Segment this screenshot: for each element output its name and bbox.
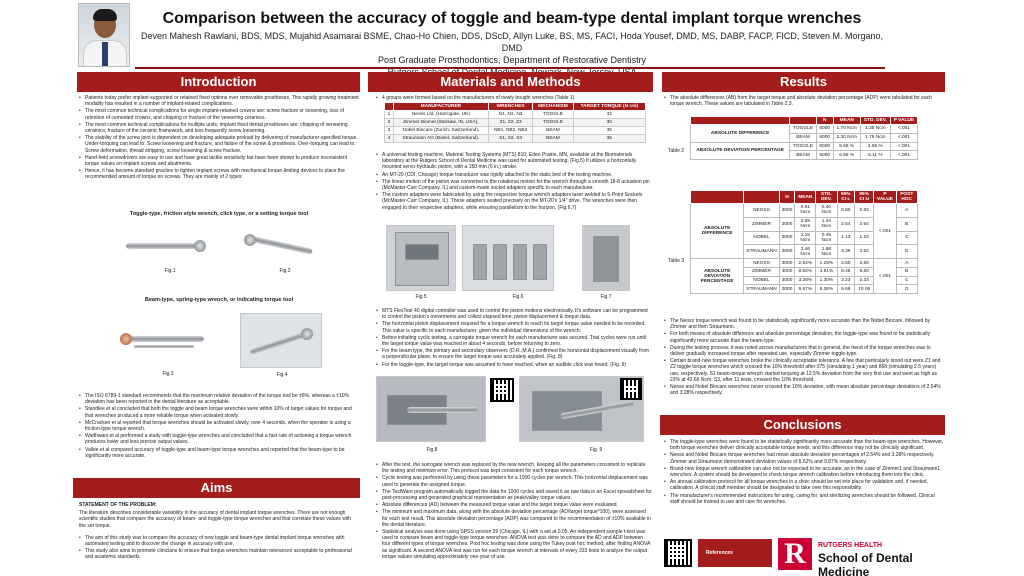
table-cell: 3.23 bbox=[837, 276, 855, 285]
methods-bullet: • The horizontal piston displacement required for a torque wrench to reach its target torque value needed to be recorded. This value is specific to each manufacturer, given the individual dimensions of the wrench. bbox=[376, 321, 652, 333]
results-bullet: • The Neoss torque wrench was found to be statistically significantly more accurate than the Nobel Biocare, followed by Zimmer and then Straumann. bbox=[664, 318, 944, 330]
table-cell: Zimmer Biomet (Warsaw, IN, USA), bbox=[393, 119, 488, 127]
table-cell: Nobel Biocare (Zurich, Switzerland), bbox=[393, 127, 488, 135]
rutgers-logo bbox=[778, 537, 948, 576]
table-cell: 1.88 Ncm bbox=[816, 245, 837, 259]
problem-label: STATEMENT OF THE PROBLEM: bbox=[79, 502, 157, 508]
table-cell: S1, S2, S3 bbox=[488, 135, 533, 143]
table-cell: TOGGLE bbox=[790, 125, 817, 134]
fig3-caption: Fig.3 bbox=[162, 371, 174, 377]
conclusions-bullet: • Brand-new torque wrench calibration can also not be expected to be accurate, as in the case of Zimmer1 and Straumann1 wrenches. A system should be developed to check torque wrench calibration before introducing them into the clinic. bbox=[664, 466, 944, 478]
table-cell: 3.28% bbox=[795, 276, 816, 285]
table-cell: 0.45 Ncm bbox=[816, 231, 837, 245]
table-header-cell: WRENCHES bbox=[488, 103, 533, 111]
aims-heading: Aims bbox=[73, 478, 360, 498]
methods-bullet: • Statistical analysis was done using SPSS version 29 (Chicago, IL) with α set at 0.05. An independent sample t-test was used to compare beam and toggle-type torque wrenches. ANOVA test was done to compare the AD and ADP between four different types of torque wrenches. Post hoc testing was done using the Tukey post hoc method, after finding ANOVA as significant. A second ANOVA test was run for each torque wrench at intervals of every 333 tests to analyze the output torque values simulating approximately one-year of use. bbox=[376, 529, 652, 560]
table-header-cell: STD. DEV. bbox=[860, 117, 890, 125]
p-value-cell: <.001 bbox=[874, 204, 896, 259]
table-group-cell: ABSOLUTE DEVIATION PERCENTAGE bbox=[691, 259, 744, 294]
table-cell: 32 bbox=[573, 111, 645, 119]
table-header-cell: MANUFACTURER bbox=[393, 103, 488, 111]
logo-letter: R bbox=[778, 538, 812, 570]
table-row bbox=[691, 204, 918, 218]
fig2-caption: Fig.2 bbox=[279, 268, 291, 274]
table-cell: 1.13 bbox=[837, 231, 855, 245]
fig8-caption: Fig.8 bbox=[426, 447, 438, 453]
aims-text bbox=[79, 502, 359, 572]
table-group-cell: ABSOLUTE DIFFERENCE bbox=[691, 125, 790, 143]
table3-label: Table 3 bbox=[668, 258, 685, 264]
results-text bbox=[664, 318, 944, 408]
table-header-cell: STD. DEV. bbox=[816, 191, 837, 204]
post-hoc-cell: C bbox=[896, 276, 917, 285]
intro-bullet: • Hence, it has become standard practice to tighten implant screws with mechanical torque-limiting devices to place the recommended amount of torque on screws. They are mainly of 2 types: bbox=[79, 168, 359, 180]
table-cell: Neoss Ltd. (Harrogate, UK) bbox=[393, 111, 488, 119]
table-cell: 3000 bbox=[779, 231, 795, 245]
methods-lead: • 4 groups were formed based on the manufacturers of newly bought wrenches (Table 1) bbox=[376, 95, 652, 103]
table-cell: ZIMMER bbox=[744, 267, 779, 276]
intro-bullet: • Wadhwani et al performed a study with toggle-type wrenches and concluded that a fast rate of actioning a torque wrench produces lower and less precise output values. bbox=[79, 433, 359, 445]
fig7-caption: Fig.7 bbox=[600, 294, 612, 300]
table-cell: 3000 bbox=[779, 285, 795, 294]
table-cell: TOGGLE bbox=[533, 119, 573, 127]
table-cell: <.001 bbox=[890, 151, 917, 160]
table-cell: <.001 bbox=[890, 142, 917, 151]
table-cell: 2.30 Ncm bbox=[833, 133, 860, 142]
references-qr-code[interactable] bbox=[664, 539, 692, 567]
fig9-caption: Fig. 9 bbox=[589, 447, 603, 453]
methods-bullet: • MTS FlexTest 40 digital controller was used to control the piston motions electronically. It's software can be programmed to control the piston's movements and collect elapsed time, piston displacement & torque data. bbox=[376, 308, 652, 320]
table-row bbox=[385, 119, 646, 127]
references-button[interactable]: References bbox=[698, 539, 772, 567]
intro-bullet: • The most common technical complications for multiple units, implant fixed dental prostheses are: chipping of veneering ceramics, fracture of the ceramic framework, and less frequently screw loosening. bbox=[79, 122, 359, 134]
post-hoc-cell: C bbox=[896, 231, 917, 245]
table-cell: BEAM bbox=[790, 133, 817, 142]
table-row bbox=[385, 135, 646, 143]
table-cell: 2.59 Ncm bbox=[795, 217, 816, 231]
conclusions-bullet: • The manufacturer's recommended instructions for using, caring for, and sterilizing wrenches should be followed. Clinical staff should be trained to use and care for wrenches. bbox=[664, 493, 944, 505]
methods-heading: Materials and Methods bbox=[368, 72, 653, 92]
table-cell: 1.79 Ncm bbox=[860, 133, 890, 142]
table-cell: 2.54 bbox=[837, 217, 855, 231]
table-cell: 6000 bbox=[816, 151, 833, 160]
table-cell: 3000 bbox=[779, 267, 795, 276]
methods-bullet: • Cyclic testing was performed by using these parameters for a 1000 cycles per wrench. This horizontal displacement was used to generate the assigned torque. bbox=[376, 475, 652, 487]
table-row bbox=[691, 125, 918, 134]
methods-text-3 bbox=[376, 462, 652, 572]
methods-bullet: • For the beam type, the primary and secondary observers (D.R.,M.A.) confirmed the horizontal displacement visually from a perpendicular plane, to ensure the target torque was accurately applied. (Fig. 8) bbox=[376, 348, 652, 360]
results-bullet: • During the testing process, it was noted across manufacturers that in general, the trend of the torque wrenches was to deliver gradually increased torque after repeated use, especially Zimmer toggle-type. bbox=[664, 345, 944, 357]
post-hoc-cell: D bbox=[896, 285, 917, 294]
methods-bullet: • An MT-20 (CDI, Chicago) torque transducer was rigidly attached to the static bed of the testing machine. bbox=[376, 172, 652, 178]
table-cell: 1.30% bbox=[816, 276, 837, 285]
table-cell: ZIMMER bbox=[744, 217, 779, 231]
table-cell: 4.81% bbox=[816, 267, 837, 276]
table-header-cell: MEAN bbox=[833, 117, 860, 125]
methods-bullet: • For the toggle-type, the target torque was assumed to have reached, when an audible click was heard. (Fig. 9) bbox=[376, 362, 652, 368]
intro-bullet: • McCracken et al reported that torque wrenches should be activated slowly, over 4 seconds, when the operator is using a friction-type torque wrench. bbox=[79, 420, 359, 432]
conclusions-bullet: • The toggle-type wrenches were found to be statistically significantly more accurate than the beam-type wrenches. However, both torque wrenches deliver clinically acceptable torque levels, and this difference may not be clinically significant. bbox=[664, 439, 944, 451]
table-cell: 3000 bbox=[779, 276, 795, 285]
table-group-cell: ABSOLUTE DEVIATION PERCENTAGE bbox=[691, 142, 790, 160]
table-cell: 2 bbox=[385, 119, 394, 127]
table-header-cell bbox=[691, 117, 790, 125]
fig8-image bbox=[376, 376, 486, 442]
methods-bullet: • The minimum and maximum data, along with the absolute deviation percentage (AD/target torque*100), were assessed for each test result. This absolute deviation percentage (ADP) was compared to the recommendation of ±10% available in the dental literature. bbox=[376, 509, 652, 528]
table-header-cell: 95% CI L bbox=[837, 191, 855, 204]
methods-bullet: • The TestWare program automatically logged the data for 1000 cycles and saved it as raw data in an Excel spreadsheet for post-processing and generated graphical representation as peak/valley torque values. bbox=[376, 489, 652, 501]
table-cell: 30 bbox=[573, 119, 645, 127]
table-header-cell bbox=[790, 117, 817, 125]
aims-bullet: • The aim of this study was to compare the accuracy of new toggle and beam-type dental implant torque wrenches with automated testing and to discover the change in accuracy with use. bbox=[79, 535, 359, 547]
post-hoc-cell: A bbox=[896, 204, 917, 218]
intro-bullet: • The ISO 6789-1 standard recommends that the maximum relative deviation of the torque tool be ±6%, whereas a ±10% deviation has been reported in the dental literature as acceptable. bbox=[79, 393, 359, 405]
table-group-cell: ABSOLUTE DIFFERENCE bbox=[691, 204, 744, 259]
table-row bbox=[691, 142, 918, 151]
table-cell: 3000 bbox=[779, 217, 795, 231]
table-cell: BEAM bbox=[533, 135, 573, 143]
results-bullet: • Certain brand-new torque wrenches broke the clinically acceptable tolerance. A few that particularly stood out were Z1 and Z2 toggle torque wrenches which crossed the 10% threshold after 375 (simulating 1 year) and 868 (simulating 2.5 years) use, respectively. S1 beam-torque wrench started torquing at 12.5% deviation from the very first use and went as high as 22% at 42.66 Ncm. S3, after 11 tests, crossed the 10% threshold. bbox=[664, 358, 944, 383]
table-cell: <.001 bbox=[890, 125, 917, 134]
table-header-cell: 95% CI U bbox=[855, 191, 874, 204]
table-cell: 3.39 bbox=[837, 245, 855, 259]
table-cell: 5.11 % bbox=[860, 151, 890, 160]
table-cell: 35 bbox=[573, 135, 645, 143]
fig2-image bbox=[238, 226, 328, 264]
table2-label: Table 2 bbox=[668, 148, 685, 154]
table-cell: 0.81 Ncm bbox=[795, 204, 816, 218]
table-cell: NB1, NB2, NB3 bbox=[488, 127, 533, 135]
logo-line1: RUTGERS HEALTH bbox=[818, 542, 883, 549]
table-cell: 1.44 Ncm bbox=[816, 217, 837, 231]
fig5-image bbox=[386, 225, 456, 291]
table-cell: 2.59 bbox=[855, 259, 874, 268]
table-cell: N1, N2, N3 bbox=[488, 111, 533, 119]
table-cell: 8.45 bbox=[837, 267, 855, 276]
table-row bbox=[385, 111, 646, 119]
table-cell: 6000 bbox=[816, 142, 833, 151]
table-row bbox=[691, 259, 918, 268]
table-header-cell bbox=[744, 191, 779, 204]
methods-bullet: • The custom adapters were fabricated by using the respective torque wrench adapters laser welded to 6-Point Sockets (McMaster-Carr Company, IL). These adapters seated precisely on the MT-20's 1/4" drive. The wrenches were then engaged to their respective adapters, while ensuring parallelism to the horizon. (Fig.6,7) bbox=[376, 192, 652, 211]
table-cell: TOGGLE bbox=[533, 111, 573, 119]
table-cell: 0.83 bbox=[855, 204, 874, 218]
table-cell: 8.80 bbox=[855, 267, 874, 276]
table-cell: 9.87% bbox=[795, 285, 816, 294]
results-lead: • The absolute differences (AB) from the target torque and absolute deviation percentage (ADP) were tabulated for each torque wrench. These values are tabulated in Table 2,3. bbox=[664, 95, 944, 111]
methods-text-2 bbox=[376, 308, 652, 376]
table-cell: 6000 bbox=[816, 133, 833, 142]
manufacturer-table bbox=[384, 102, 646, 143]
table-cell: 35 bbox=[573, 127, 645, 135]
intro-text bbox=[79, 95, 359, 205]
table-cell: 5.36% bbox=[816, 285, 837, 294]
table-cell: STRAUMANN bbox=[744, 285, 779, 294]
table-cell: 3000 bbox=[779, 245, 795, 259]
table-cell: NEOSS bbox=[744, 204, 779, 218]
table-cell: 5.58 % bbox=[833, 142, 860, 151]
table-cell: 2.50 bbox=[837, 259, 855, 268]
table-cell: TOGGLE bbox=[790, 142, 817, 151]
table-header-cell: MEAN bbox=[795, 191, 816, 204]
fig7-image bbox=[582, 225, 630, 291]
table-header-cell: P VALUE bbox=[890, 117, 917, 125]
aims-bullet: • This study also aims to promote clinicians to ensure that torque wrenches maintain tolerances acceptable to professional and academic standards. bbox=[79, 548, 359, 560]
table-cell: <.001 bbox=[890, 133, 917, 142]
table-cell: 2.64 bbox=[855, 217, 874, 231]
fig3-image bbox=[112, 316, 222, 364]
intro-bullet: • The most common technical complications for single implant-retained crowns are: screw fracture or loosening, loss of retention of cemented crowns, and chipping or fracture of the veneering ceramics. bbox=[79, 108, 359, 120]
intro-bullet: • Vallee et al compared accuracy of toggle-type and beam-type torque wrenches and reported that the beam-type to be significantly more accurate. bbox=[79, 447, 359, 459]
table-cell: Z1, Z2, Z3 bbox=[488, 119, 533, 127]
table-cell: 3.46 Ncm bbox=[795, 245, 816, 259]
intro-bullet: • Patients today prefer implant-supported or retained fixed options over removable prostheses. This rapidly growing treatment modality has resulted in a number of implant-related complications. bbox=[79, 95, 359, 107]
post-hoc-cell: A bbox=[896, 259, 917, 268]
table-cell: 3.52 bbox=[855, 245, 874, 259]
table-cell: Straumann AG (Basel, Switzerland). bbox=[393, 135, 488, 143]
conclusions-heading: Conclusions bbox=[660, 415, 945, 435]
conclusions-bullet: • Neoss and Nobel Biocare torque wrenches had mean absolute deviation percentages of 2.54% and 3.28% respectively. Zimmer and Straumann demonstrated deviation values of 8.62% and 9.87% respectively. bbox=[664, 452, 944, 464]
table-cell: 0.80 bbox=[837, 204, 855, 218]
fig5-caption: Fig.5 bbox=[415, 294, 427, 300]
table-cell: 3000 bbox=[779, 204, 795, 218]
author-photo bbox=[78, 3, 130, 67]
table-cell: NEOSS bbox=[744, 259, 779, 268]
fig4-caption: Fig.4 bbox=[276, 372, 288, 378]
table-cell: 0.40 Ncm bbox=[816, 204, 837, 218]
methods-text bbox=[376, 152, 652, 224]
table-header-cell: P VALUE bbox=[874, 191, 896, 204]
author-block bbox=[140, 30, 884, 78]
table-cell: 10.06 bbox=[855, 285, 874, 294]
logo-line2: School of Dental Medicine bbox=[818, 551, 913, 576]
methods-bullet: • The linear motion of the piston was converted to the rotational motion for the wrench through a smooth 18-8 actuation pin (McMaster-Carr Company, IL) and custom-made socket adapters specific to each manufacturer. bbox=[376, 179, 652, 191]
qr-code-video-2[interactable] bbox=[620, 378, 642, 400]
table-cell: 4.65 % bbox=[860, 142, 890, 151]
fig1-image bbox=[120, 227, 220, 263]
table-cell: 1.25% bbox=[816, 259, 837, 268]
header-divider bbox=[135, 67, 885, 69]
table-header-cell: TARGET TORQUE (N cm) bbox=[573, 103, 645, 111]
fig6-caption: Fig.6 bbox=[512, 294, 524, 300]
table-cell: 1.38 Ncm bbox=[860, 125, 890, 134]
post-hoc-cell: B bbox=[896, 267, 917, 276]
table-cell: 4 bbox=[385, 135, 394, 143]
poster-title: Comparison between the accuracy of toggle and beam-type dental implant torque wrenches bbox=[162, 10, 862, 27]
table-cell: 6.58 % bbox=[833, 151, 860, 160]
table-cell: 3 bbox=[385, 127, 394, 135]
table-header-cell bbox=[691, 191, 744, 204]
post-hoc-cell: D bbox=[896, 245, 917, 259]
toggle-type-caption: Toggle-type, friction style wrench, click type, or a setting torque tool bbox=[129, 211, 309, 217]
methods-bullet: • Before initiating cyclic testing, a surrogate torque wrench for each manufacturer was secured. Trial cycles were run until the target torque value was reached in about 4 seconds, before returning to zero. bbox=[376, 335, 652, 347]
department: Post Graduate Prosthodontics, Department of Restorative Dentistry bbox=[377, 55, 647, 65]
table-header-cell: POST HOC bbox=[896, 191, 917, 204]
results-table-3 bbox=[690, 190, 918, 294]
table-cell: STRAUMANN bbox=[744, 245, 779, 259]
table-cell: 3.33 bbox=[855, 276, 874, 285]
table-cell: 2.54% bbox=[795, 259, 816, 268]
table-cell: 6000 bbox=[816, 125, 833, 134]
table-cell: 1 bbox=[385, 111, 394, 119]
fig1-caption: Fig.1 bbox=[164, 268, 176, 274]
table-header-cell bbox=[385, 103, 394, 111]
table-cell: BEAM bbox=[790, 151, 817, 160]
methods-bullet: • A universal testing machine, Material Testing Systems (MTS) 810; Eden Prairie, MN, available at the Biomaterials laboratory at the Rutgers School of Dental Medicine was used for automated testing. (Fig.5) It utilizes a horizontally mounted servo-hydraulic piston, with a 150 mm (6 in.) stroke. bbox=[376, 152, 652, 171]
intro-heading: Introduction bbox=[77, 72, 360, 92]
results-heading: Results bbox=[662, 72, 945, 92]
table-cell: 1.70 Ncm bbox=[833, 125, 860, 134]
table-cell: 1.16 bbox=[855, 231, 874, 245]
table-cell: 1.15 Ncm bbox=[795, 231, 816, 245]
fig4-image bbox=[240, 313, 322, 368]
table-row bbox=[385, 127, 646, 135]
intro-bullet: • Hand-held screwdrivers are easy to use and have great tactile sensitivity but have been shown to produce inconsistent torque values on implant screws and abutments. bbox=[79, 155, 359, 167]
problem-statement: The literature describes considerable variability in the accuracy of dental implant torque wrenches. There are not enough scientific studies that compare the accuracy of beam- and toggle-type torque wrenches and that correlate these values with the set torque. bbox=[79, 510, 352, 529]
table-cell: NOBEL bbox=[744, 231, 779, 245]
results-bullet: • For both means of absolute difference and absolute percentage deviation, the toggle-type was found to be statistically significantly more accurate than the beam-type. bbox=[664, 331, 944, 343]
poster-header bbox=[0, 0, 1024, 70]
intro-text-2 bbox=[79, 393, 359, 471]
table-cell: NOBEL bbox=[744, 276, 779, 285]
methods-bullet: • Absolute differences (AD) between the measured torque value and the target torque value were evaluated. bbox=[376, 502, 652, 508]
table-header-cell: MECHANISM bbox=[533, 103, 573, 111]
conclusions-text bbox=[664, 439, 944, 535]
conclusions-bullet: • An annual calibration protocol for all torque wrenches in a clinic should be set into place for validation and, if needed, calibration. A clinical staff member should be designated to take over this responsibility. bbox=[664, 479, 944, 491]
fig6-image bbox=[462, 225, 554, 291]
p-value-cell: <.001 bbox=[874, 259, 896, 294]
table-header-cell: N bbox=[816, 117, 833, 125]
post-hoc-cell: B bbox=[896, 217, 917, 231]
table-cell: 3000 bbox=[779, 259, 795, 268]
results-table-2 bbox=[690, 116, 918, 160]
author-list: Deven Mahesh Rawlani, BDS, MDS, Mujahid Asamarai BSME, Chao-Ho Chien, DDS, DScD, Allyn Luke, BS, MS, FACI, Hoda Yousef, DMD, MS, DABP, FACP, FICD, Steven M. Morgano, DMD bbox=[141, 31, 883, 53]
methods-bullet: • After the test, the surrogate wrench was replaced by the new wrench, keeping all the parameters consistent to replicate the testing and minimize error. This protocol was kept consistent for each torque wrench. bbox=[376, 462, 652, 474]
intro-bullet: • The stability of the screw joint is dependent on developing adequate preload by delivering of manufacturer-specified torque. Under-torquing can lead to: Screw loosening and fracture, and failure of the screw & prosthesis. Over-torquing can lead to: Screw deformation, thread stripping, screw loosening & screw fracture. bbox=[79, 135, 359, 154]
results-bullet: • Neoss and Nobel Biocare wrenches never crossed the 10% deviation, with mean absolute percentage deviations of 2.54% and 3.28% respectively. bbox=[664, 384, 944, 396]
qr-code-video-1[interactable] bbox=[490, 378, 514, 402]
intro-bullet: • Standlee et al concluded that both the toggle and beam torque wrenches were within 10% of target values for torque and that wrenches produced a more reliable torque when activated slowly. bbox=[79, 406, 359, 418]
table-cell: 9.68 bbox=[837, 285, 855, 294]
beam-type-caption: Beam-type, spring-type wrench, or indicating torque tool bbox=[144, 297, 294, 303]
table-header-cell: N bbox=[779, 191, 795, 204]
table-cell: 8.62% bbox=[795, 267, 816, 276]
table-cell: BEAM bbox=[533, 127, 573, 135]
